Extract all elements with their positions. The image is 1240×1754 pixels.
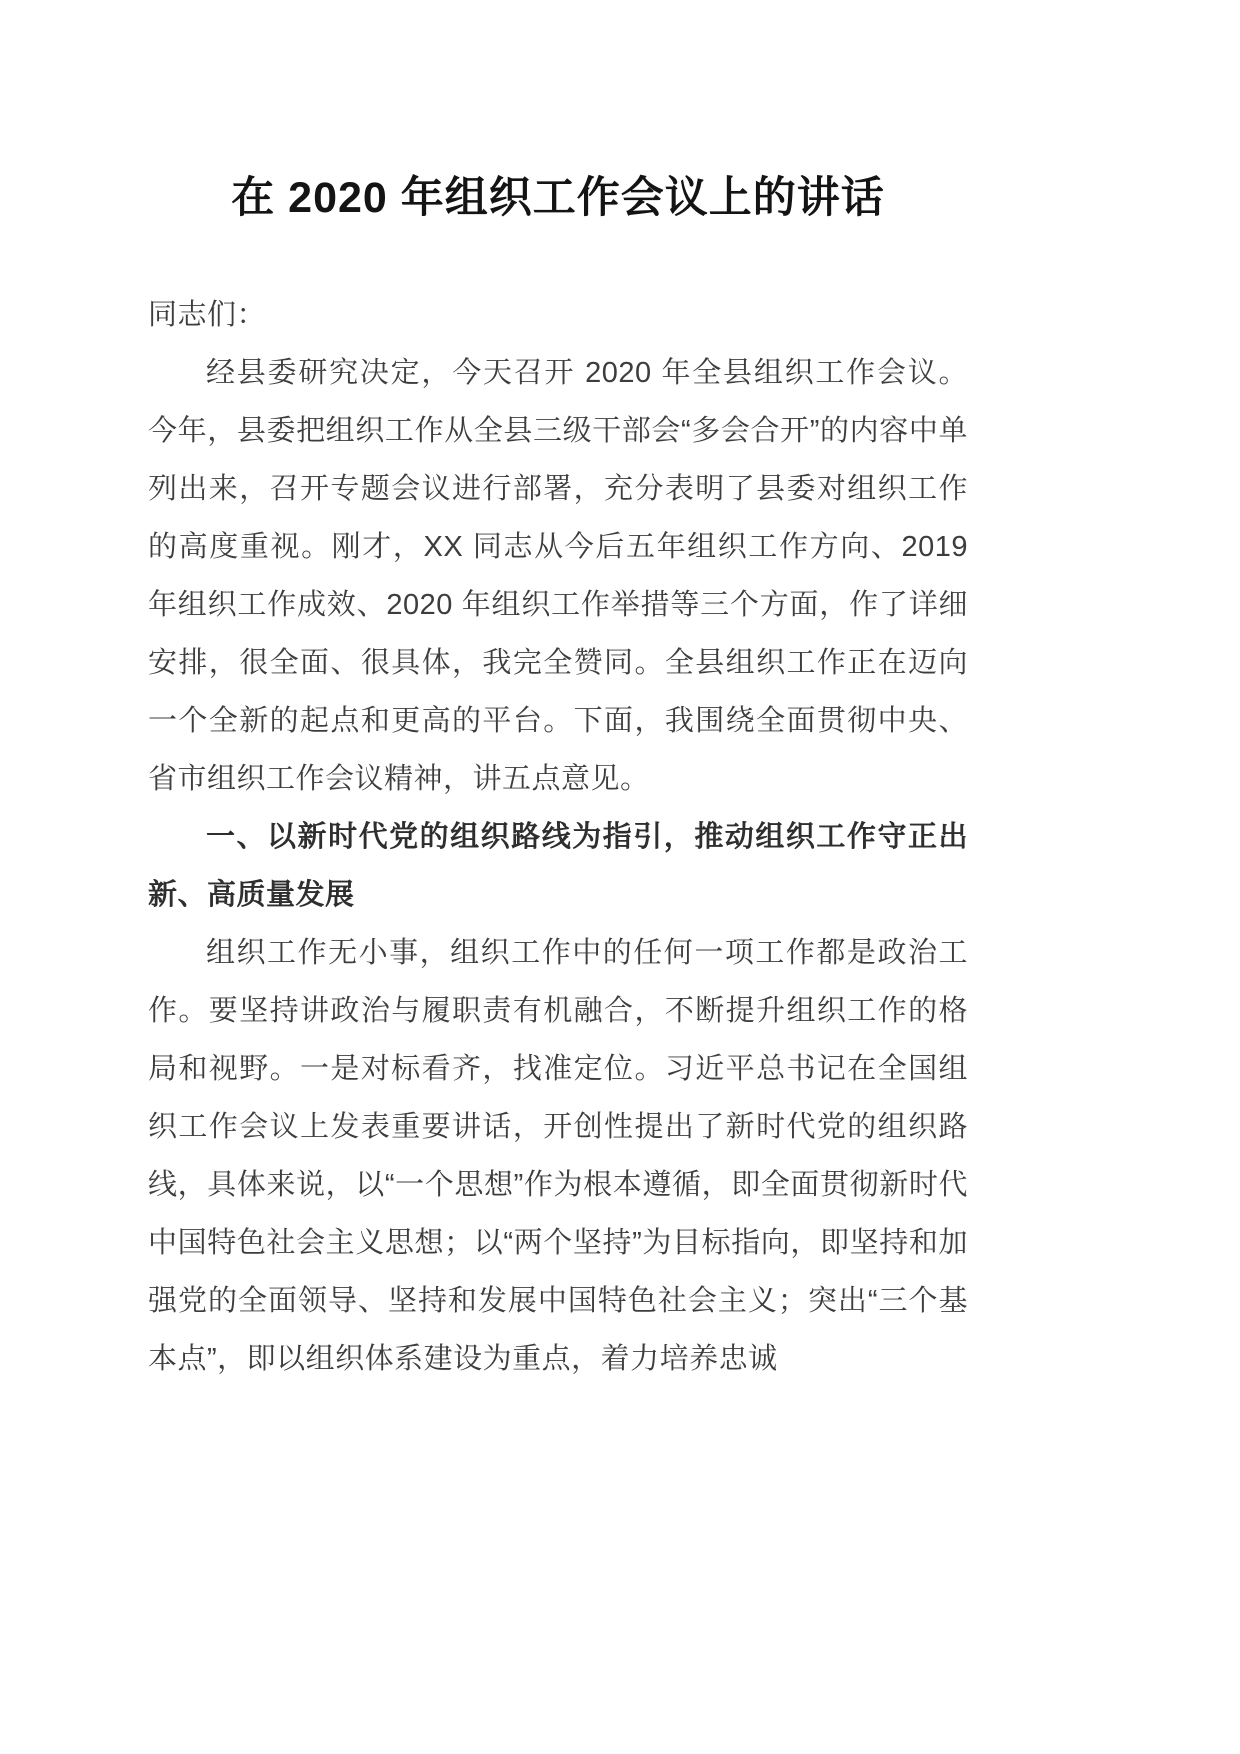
paragraph: 同志们： <box>148 299 267 331</box>
paragraph: 经县委研究决定，今天召开 2020 年全县组织工作会议。今年，县委把组织工作从全县三级干部会“多会合开”的内容中单列出来，召开专题会议进行部署，充分表明了县委对组织工作的高度重视。刚才，XX 同志从今后五年组织工作方向、2019 年组织工作成效、2020 年组织工作举措等三个方面，作了详细安排，很全面、很具体，我完全赞同。全县组织工作正在迈向一个全新的起点和更高的平台。下面，我围绕全面贯彻中央、省市组织工作会议精神，讲五点意见。 <box>148 357 968 795</box>
section-heading: 一、以新时代党的组织路线为指引，推动组织工作守正出新、高质量发展 <box>148 821 968 911</box>
document-title: 在 2020 年组织工作会议上的讲话 <box>231 174 885 222</box>
document-body <box>148 286 968 1388</box>
paragraph: 组织工作无小事，组织工作中的任何一项工作都是政治工作。要坚持讲政治与履职责有机融合，不断提升组织工作的格局和视野。一是对标看齐，找准定位。习近平总书记在全国组织工作会议上发表重要讲话，开创性提出了新时代党的组织路线，具体来说，以“一个思想”作为根本遵循，即全面贯彻新时代中国特色社会主义思想；以“两个坚持”为目标指向，即坚持和加强党的全面领导、坚持和发展中国特色社会主义；突出“三个基本点”，即以组织体系建设为重点，着力培养忠诚 <box>148 937 968 1375</box>
